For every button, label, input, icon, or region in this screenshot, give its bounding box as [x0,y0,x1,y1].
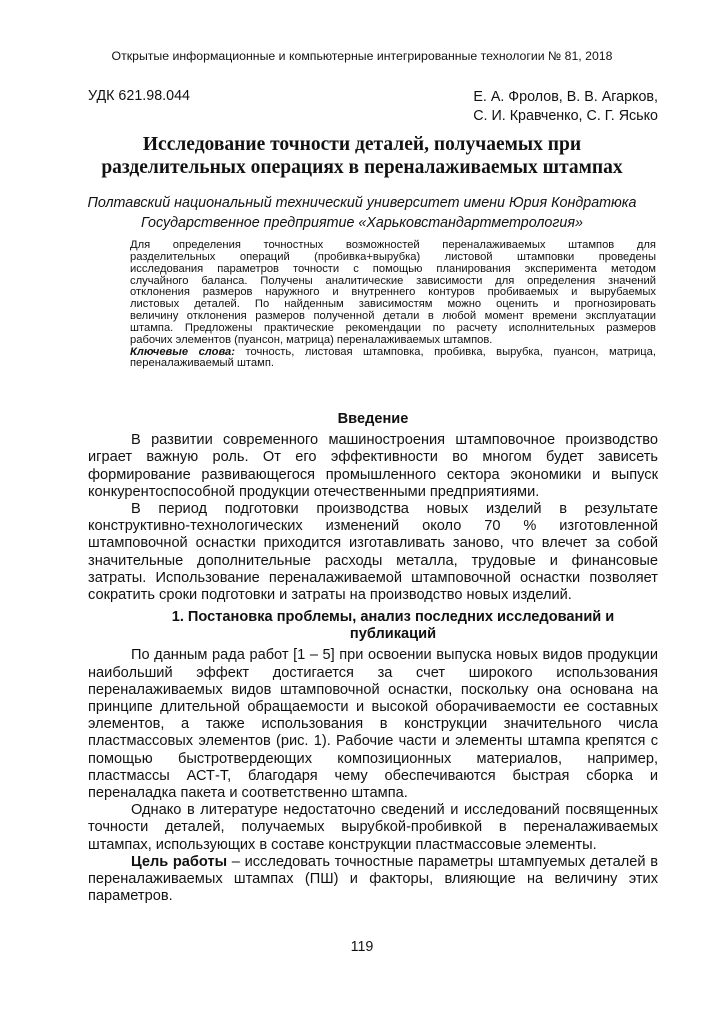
abstract-line: случайного баланса. Получены аналитические зависимости для определения значений [130,274,656,287]
article-title [20,133,704,179]
authors-line: С. И. Кравченко, С. Г. Ясько [473,108,658,124]
section-heading: публикаций [349,626,437,643]
title-line: разделительных операциях в переналаживаемых штампах [101,157,623,178]
abstract-line: отклонения размеров наружного и внутреннего контуров пробиваемых и вырубаемых [130,286,656,299]
section-1 [88,609,658,905]
abstract-line: Для определения точностных возможностей переналаживаемых штампов для [130,239,656,251]
text-line: значительные дополнительные расходы металла, трудовые и финансовые [88,552,658,569]
abstract-line: величину отклонения размеров полученной детали в любой момент времени эксплуатации [130,310,656,323]
keywords-text: точность, листовая штамповка, пробивка, вырубка, пуансон, матрица, [235,345,656,358]
keywords-label: Ключевые слова: [130,345,236,358]
text-line: точности деталей, получаемых вырубкой-пробивкой в переналаживаемых [88,819,658,836]
keywords-text: переналаживаемый штамп. [130,357,275,370]
text-line: переналадка пакета и соответственно штампа. [88,785,408,802]
text-line: По данным рада работ [1 – 5] при освоении выпуска новых видов продукции [131,647,658,664]
text-line: затраты. Использование переналаживаемой штамповочной оснастки позволяет [88,569,658,586]
text-line: конкурентоспособной продукции отечественными предприятиями. [88,483,540,500]
text-line: Однако в литературе недостаточно сведений и исследований посвященных [131,802,658,819]
text-line: В период подготовки производства новых изделий в результате [131,501,658,518]
text-line: наибольший эффект достигается за счет широкого использования [88,664,658,681]
abstract-line: листовых деталей. По найденным зависимостям можно оценить и прогнозировать [130,298,656,311]
affiliation: Полтавский национальный технический университет имени Юрия Кондратюка [87,195,637,211]
introduction [88,411,658,604]
abstract-line: штампа. Предложены практические рекомендации по расчету исполнительных размеров [130,321,656,334]
goal-label: Цель работы [131,853,228,870]
authors [473,88,658,126]
text-line: пластмассы АСТ-Т, благодаря чему обеспечиваются быстрая сборка и [88,767,658,784]
title-line: Исследование точности деталей, получаемых при [142,134,582,155]
text-line: принципе длительной обращаемости и высокой оборачиваемости ее составных [88,699,658,716]
running-header: Открытые информационные и компьютерные интегрированные технологии № 81, 2018 [111,49,613,63]
text-line: играет важную роль. От его эффективности во многом будет зависеть [88,449,658,466]
text-line: сократить сроки подготовки и затраты на производство новых изделий. [88,587,572,604]
intro-heading: Введение [337,411,409,427]
text-line: элементов, а также использования в конструкции значительного числа [88,716,658,733]
abstract-line: исследования параметров точности с помощью планирования эксперимента методом [130,262,656,275]
section-heading: 1. Постановка проблемы, анализ последних исследований и [171,609,615,625]
text-line: штамповочной оснастки приходится изготавливать заново, что влечет за собой [88,535,658,552]
page-number: 119 [350,939,374,955]
goal-text: – исследовать точностные параметры штампуемых деталей в [227,853,658,870]
abstract [130,240,656,370]
text-line: пластмассовых элементов (рис. 1). Рабочие части и элементы штампа крепятся с [88,733,658,750]
abstract-line: разделительных операций (пробивка+вырубка) листовой штамповки проведены [130,250,656,263]
authors-line: Е. А. Фролов, В. В. Агарков, [473,89,658,105]
goal-line [88,854,658,871]
abstract-line: рабочих элементов (пуансон, матрица) переналаживаемых штампов. [130,333,493,346]
text-line: В развитии современного машиностроения штамповочное производство [131,432,658,449]
text-line: конструктивно-технологических изменений около 70 % изготовленной [88,518,658,535]
udk-code: УДК 621.98.044 [88,88,190,104]
affiliations [20,193,704,233]
affiliation: Государственное предприятие «Харьковстандартметрология» [141,215,583,231]
text-line: переналаживаемых видов штамповочной оснастки, поскольку она основана на [88,681,658,698]
text-line: переналаживаемых штампах (ПШ) и факторы, влияющие на величину этих [88,871,658,888]
text-line: помощью быстротвердеющих композиционных материалов, например, [88,750,658,767]
text-line: штампах, использующих в составе конструкции пластмассовые элементы. [88,836,597,853]
text-line: формирование развивающегося промышленного сектора экономики и выпуск [88,466,658,483]
text-line: параметров. [88,888,173,905]
